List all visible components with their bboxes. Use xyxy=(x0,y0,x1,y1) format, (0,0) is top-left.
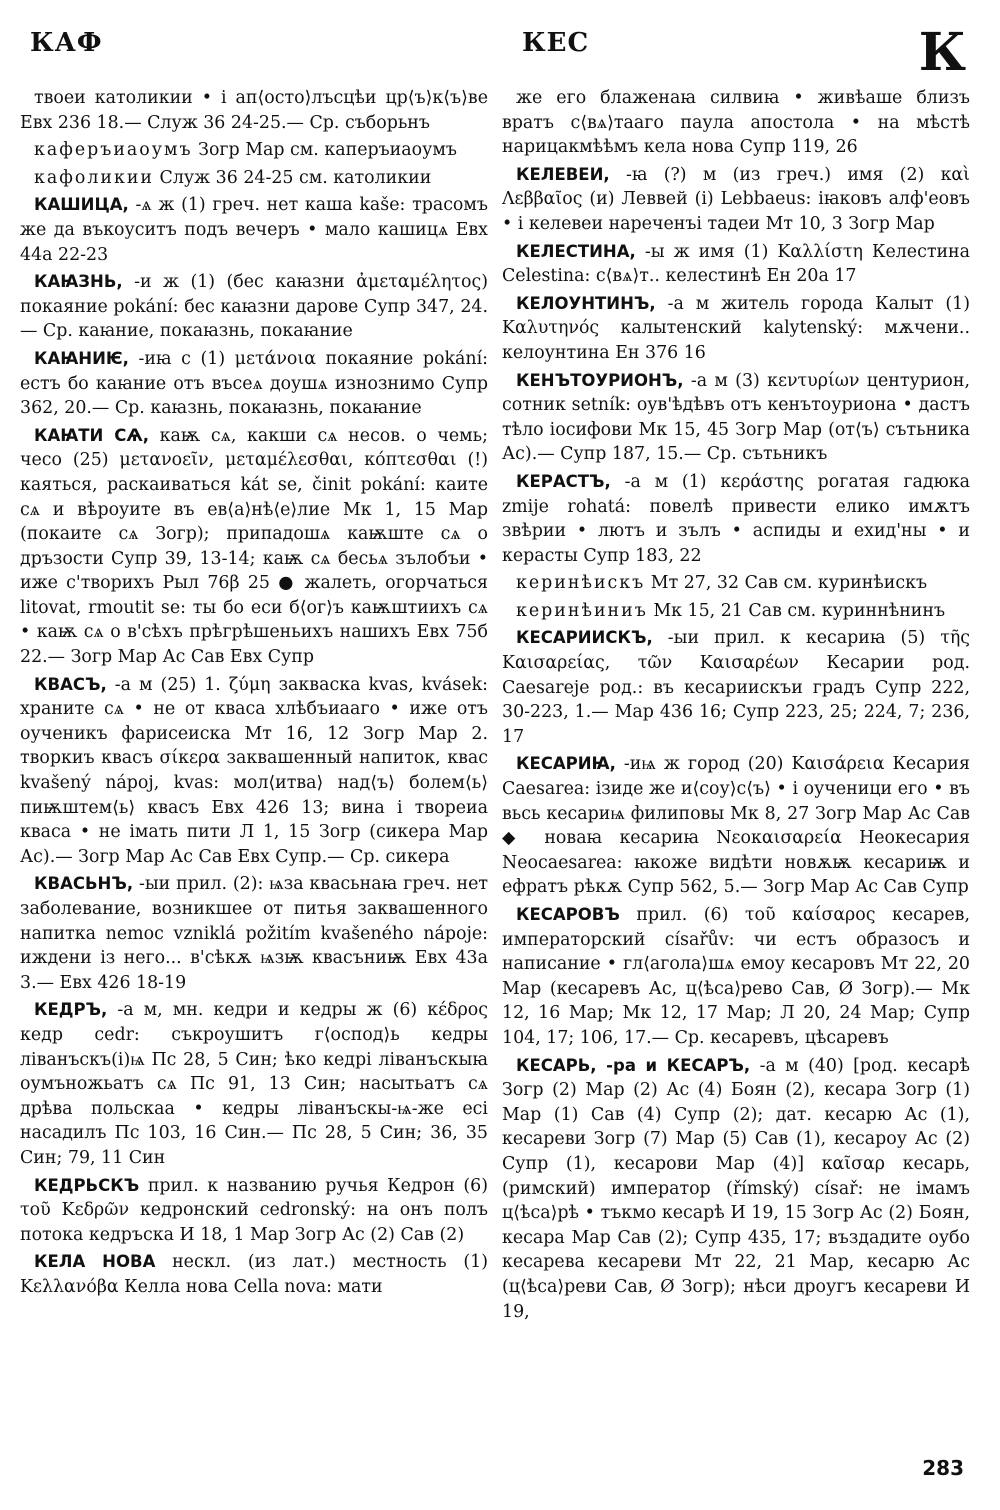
dictionary-entry xyxy=(502,571,970,596)
dictionary-entry xyxy=(502,86,970,160)
entry-headword: керинѣиниъ xyxy=(516,600,648,621)
entry-text: -иѩ ж город (20) Καισάρεια Кесария Caesarea: ізиде же и⟨соу⟩с⟨ъ⟩ • і оученици его • въ вьсь кесариѩ филиповы Мк 8, 27 Зогр Мар Ас Сав ◆ новаꙗ кесариꙗ Νεοκαισαρεία Неокесария Neocaesarea: ꙗкоже видѣти новѫѭ кесариѭ и ефратъ рѣкѫ Супр 562, 5.— Зогр Мар Ас Сав Супр xyxy=(502,754,970,898)
dictionary-entry xyxy=(20,1250,488,1299)
entry-headword: КВАСЬНЪ, xyxy=(34,874,134,894)
entry-headword: кафоликии xyxy=(34,167,155,188)
entry-headword: КЕСАРИИСКЪ, xyxy=(516,628,653,648)
entry-headword: КВАСЪ, xyxy=(34,674,107,694)
entry-headword: керинѣискъ xyxy=(516,573,646,594)
entry-headword: КАꙖТИ СѦ, xyxy=(34,425,149,445)
entry-text: -а м (1) κεράστης рогатая гадюка zmije rohatá: повелѣ привести елико имѫтъ звѣрии • лютъ и зълъ • аспиды и ехид'ны • и керасты Супр 183, 22 xyxy=(502,471,971,566)
entry-headword: КЕЛОУНТИНЪ, xyxy=(516,293,656,313)
dictionary-entry xyxy=(20,673,488,870)
dictionary-entry xyxy=(20,998,488,1170)
entry-headword: КАШИЦА, xyxy=(34,195,129,215)
right-column xyxy=(502,86,970,1327)
entry-text: прил. к названию ручья Кедрон (6) τοῦ Κεδρῶν кедронский cedronský: на онъ полъ потока кедръска И 18, 1 Мар Зогр Ас (2) Сав (2) xyxy=(20,1175,488,1245)
dictionary-entry xyxy=(502,599,970,624)
dictionary-entry xyxy=(502,470,970,568)
dictionary-entry xyxy=(20,270,488,344)
dictionary-entry xyxy=(502,1054,970,1325)
dictionary-entry xyxy=(502,240,970,289)
dictionary-entry xyxy=(502,369,970,467)
entry-text: -ыи прил. к кесариꙗ (5) τῆς Καισαρείας, τῶν Καισαρέων Кесарии род. Caesareje род.: въ кесариискъи градъ Супр 222, 30-223, 1.— Мар 436 16; Супр 223, 25; 224, 7; 236, 17 xyxy=(502,628,970,747)
entry-headword: КЕДРЪ, xyxy=(34,1000,108,1020)
entry-headword: КАꙖНИѤ, xyxy=(34,348,129,368)
entry-text: Служ 36 24-25 см. католикии xyxy=(159,167,432,188)
running-head-left: КАФ xyxy=(30,28,103,58)
dictionary-entry xyxy=(502,752,970,900)
entry-headword: КЕЛА НОВА xyxy=(34,1252,156,1272)
dictionary-entry xyxy=(20,138,488,163)
page-number: 283 xyxy=(922,1456,964,1480)
entry-text: прил. (6) τοῦ καίσαρος кесарев, императорский císařův: чи естъ образосъ и написание • гл⟨агола⟩шѧ емоу кесаровъ Мт 22, 20 Мар (кесаревъ Ас, ц⟨ѣса⟩рево Сав, Ø Зогр).— Мк 12, 16 Мар; Мк 12, 17 Мар; Л 20, 24 Мар; Супр 104, 17; 106, 17.— Ср. кесаревъ, цѣсаревъ xyxy=(502,905,970,1048)
entry-text: же его блаженаꙗ силвиꙗ • живѣаше близъ вратъ с⟨вѧ⟩тааго паула апостола • на мѣстѣ нарицакмѣѣмъ кела нова Супр 119, 26 xyxy=(502,88,970,158)
dictionary-entry xyxy=(20,166,488,191)
dictionary-entry xyxy=(20,347,488,421)
running-head-middle: КЕС xyxy=(522,28,590,58)
dictionary-entry xyxy=(20,86,488,135)
entry-text: твоеи католикии • і ап⟨осто⟩лъсцѣи цр⟨ъ⟩к⟨ъ⟩ве Евх 236 18.— Служ 36 24-25.— Ср. съборьнъ xyxy=(20,88,488,133)
dictionary-entry xyxy=(502,903,970,1051)
dictionary-entry xyxy=(502,292,970,366)
entry-text: -ѧ ж (1) греч. нет каша kaše: трасомъ же да въкоуситъ подъ вечеръ • мало кашицѧ Евх 44а 22-23 xyxy=(20,195,488,265)
entry-headword: КЕРАСТЪ, xyxy=(516,471,611,491)
entry-headword: КЕДРЬСКЪ xyxy=(34,1175,140,1195)
entry-headword: КЕЛЕСТИНА, xyxy=(516,241,636,261)
entry-text: -и ж (1) (бес каꙗзни ἀμεταμέλητος) покаяние pokání: бес каꙗзни дарове Супр 347, 24.— Ср. каꙗние, покаꙗзнь, покаꙗние xyxy=(20,272,488,342)
dictionary-entry xyxy=(502,163,970,237)
entry-text: -а м житель города Калыт (1) Καλυτηνός калытенский kalytenský: мѫчени.. келоунтина Ен 376 16 xyxy=(502,293,970,363)
entry-headword: КЕНЪТОУРИОНЪ, xyxy=(516,370,684,390)
entry-headword: КЕСАРЬ, -ра и КЕСАРЪ, xyxy=(516,1055,751,1075)
dictionary-entry xyxy=(20,1174,488,1248)
entry-text: -а м (3) κεντυρίων центурион, сотник setník: оув'ѣдѣвъ отъ кенътоуриона • дастъ тѣло іосифови Мк 15, 45 Зогр Мар (от⟨ъ⟩ сътьника Ас).— Супр 187, 15.— Ср. сътьникъ xyxy=(502,370,971,465)
entry-text: Зогр Мар см. каперъиаоумъ xyxy=(198,140,457,161)
dictionary-entry xyxy=(20,424,488,670)
entry-text: -а м, мн. кедри и кедры ж (6) κέδρος кедр cedr: съкроушитъ г⟨оспод⟩ь кедры ліванъскъ(і)ѩ Пс 28, 5 Син; ѣко кедрі ліванъскыꙗ оумъножьатъ сѧ Пс 91, 13 Син; насытьатъ сѧ дрѣва польскаа • кедры ліванъскы-ѩ-же есі насадилъ Пс 103, 16 Син.— Пс 28, 5 Син; 36, 35 Син; 79, 11 Син xyxy=(20,1000,489,1168)
entry-text: каѭ сѧ, какши сѧ несов. о чемь; чесо (25) μετανοεῖν, μεταμέλεσθαι, κόπτεσθαι (!) каяться, раскаиваться kát se, činit pokání: каите сѧ и вѣроуите въ ев⟨а⟩нѣ⟨е⟩лие Мк 1, 15 Мар (покаите сѧ Зогр); припадошѧ каѭште сѧ о дръзости Супр 39, 13-14; каѭ сѧ бесьѧ зълобъи • иже с'творихъ Рыл 76β 25 ● жалеть, огорчаться litovat, rmoutit se: ты бо еси б⟨ог⟩ъ каѭштиихъ сѧ • каѭ сѧ о в'сѣхъ прѣгрѣшеньихъ нашихъ Евх 75б 22.— Зогр Мар Ас Сав Евх Супр xyxy=(20,425,488,668)
entry-headword: каферъиаоумъ xyxy=(34,140,193,161)
dictionary-entry xyxy=(20,193,488,267)
entry-text: Мк 15, 21 Сав см. куриннѣнинъ xyxy=(653,600,946,621)
entry-text: -ы ж имя (1) Καλλίστη Келестина Celestina: с⟨вѧ⟩т.. келестинѣ Ен 20а 17 xyxy=(502,241,970,287)
entry-text: -ыи прил. (2): ѩза квасьнаꙗ греч. нет заболевание, возникшее от питья заквашенного напитка nemoc vzniklá požitím kvašeného nápoje: иждени із него... в'сѣкѫ ѩзѭ квасъниѭ Евх 43а 3.— Евх 426 18-19 xyxy=(20,874,489,993)
entry-text: -а м (25) 1. ζύμη закваска kvas, kvásek: храните сѧ • не от кваса хлѣбъиааго • иже отъ оученикъ фарисеиска Мт 16, 12 Зогр Мар 2. творкиъ квасъ σίκερα заквашенный напиток, квас kvašený nápoj, kvas: мол⟨итва⟩ над⟨ъ⟩ болем⟨ь⟩ пиѭштем⟨ь⟩ квасъ Евх 426 13; вина і твореиа кваса • не імать пити Л 1, 15 Зогр (сикера Мар Ас).— Зогр Мар Ас Сав Евх Супр.— Ср. сикера xyxy=(20,674,488,867)
entry-headword: КЕСАРОВЪ xyxy=(516,905,620,924)
entry-text: нескл. (из лат.) местность (1) Κελλανόβα Келла нова Cella nova: мати xyxy=(20,1252,488,1297)
section-letter: К xyxy=(918,22,966,83)
entry-headword: КЕСАРИꙖ, xyxy=(516,754,616,774)
entry-headword: КАꙖЗНЬ, xyxy=(34,272,123,292)
entry-text: -иꙗ с (1) μετάνοια покаяние pokání: естъ бо каꙗние отъ въсеѧ доушѧ изнознимо Супр 362, 20.— Ср. каꙗзнь, покаꙗзнь, покаꙗние xyxy=(20,348,488,419)
dictionary-entry xyxy=(20,872,488,995)
dictionary-entry xyxy=(502,626,970,749)
entry-headword: КЕЛЕВЕИ, xyxy=(516,164,610,184)
entry-text: -ꙗ (?) м (из греч.) имя (2) καὶ Λεββαῖος (и) Леввей (i) Lebbaeus: іꙗковъ алф'еовъ • і келевеи нареченъі тадеи Мт 10, 3 Зогр Мар xyxy=(502,164,970,234)
entry-text: -а м (40) [род. кесарѣ Зогр (2) Мар (2) Ас (4) Боян (2), кесара Зогр (1) Мар (1) Сав (4) Супр (2); дат. кесарю Ас (1), кесареви Зогр (7) Мар (5) Сав (1), кесароу Ас (2) Супр (1), кесарови Мар (4)] καῖσαρ кесарь, (римский) император (římský) císař: не імамъ ц⟨ѣса⟩рѣ • тъкмо кесарѣ И 19, 15 Зогр Ас (2) Боян, кесара Мар Сав (2); Супр 435, 17; въздадите оубо кесарева кесареви Мт 22, 21 Мар, кесарю Ас (ц⟨ѣса⟩реви Сав, Ø Зогр); нѣси дроугъ кесареви И 19, xyxy=(502,1055,971,1322)
entry-text: Мт 27, 32 Сав см. куринѣискъ xyxy=(650,573,928,594)
left-column xyxy=(20,86,488,1303)
